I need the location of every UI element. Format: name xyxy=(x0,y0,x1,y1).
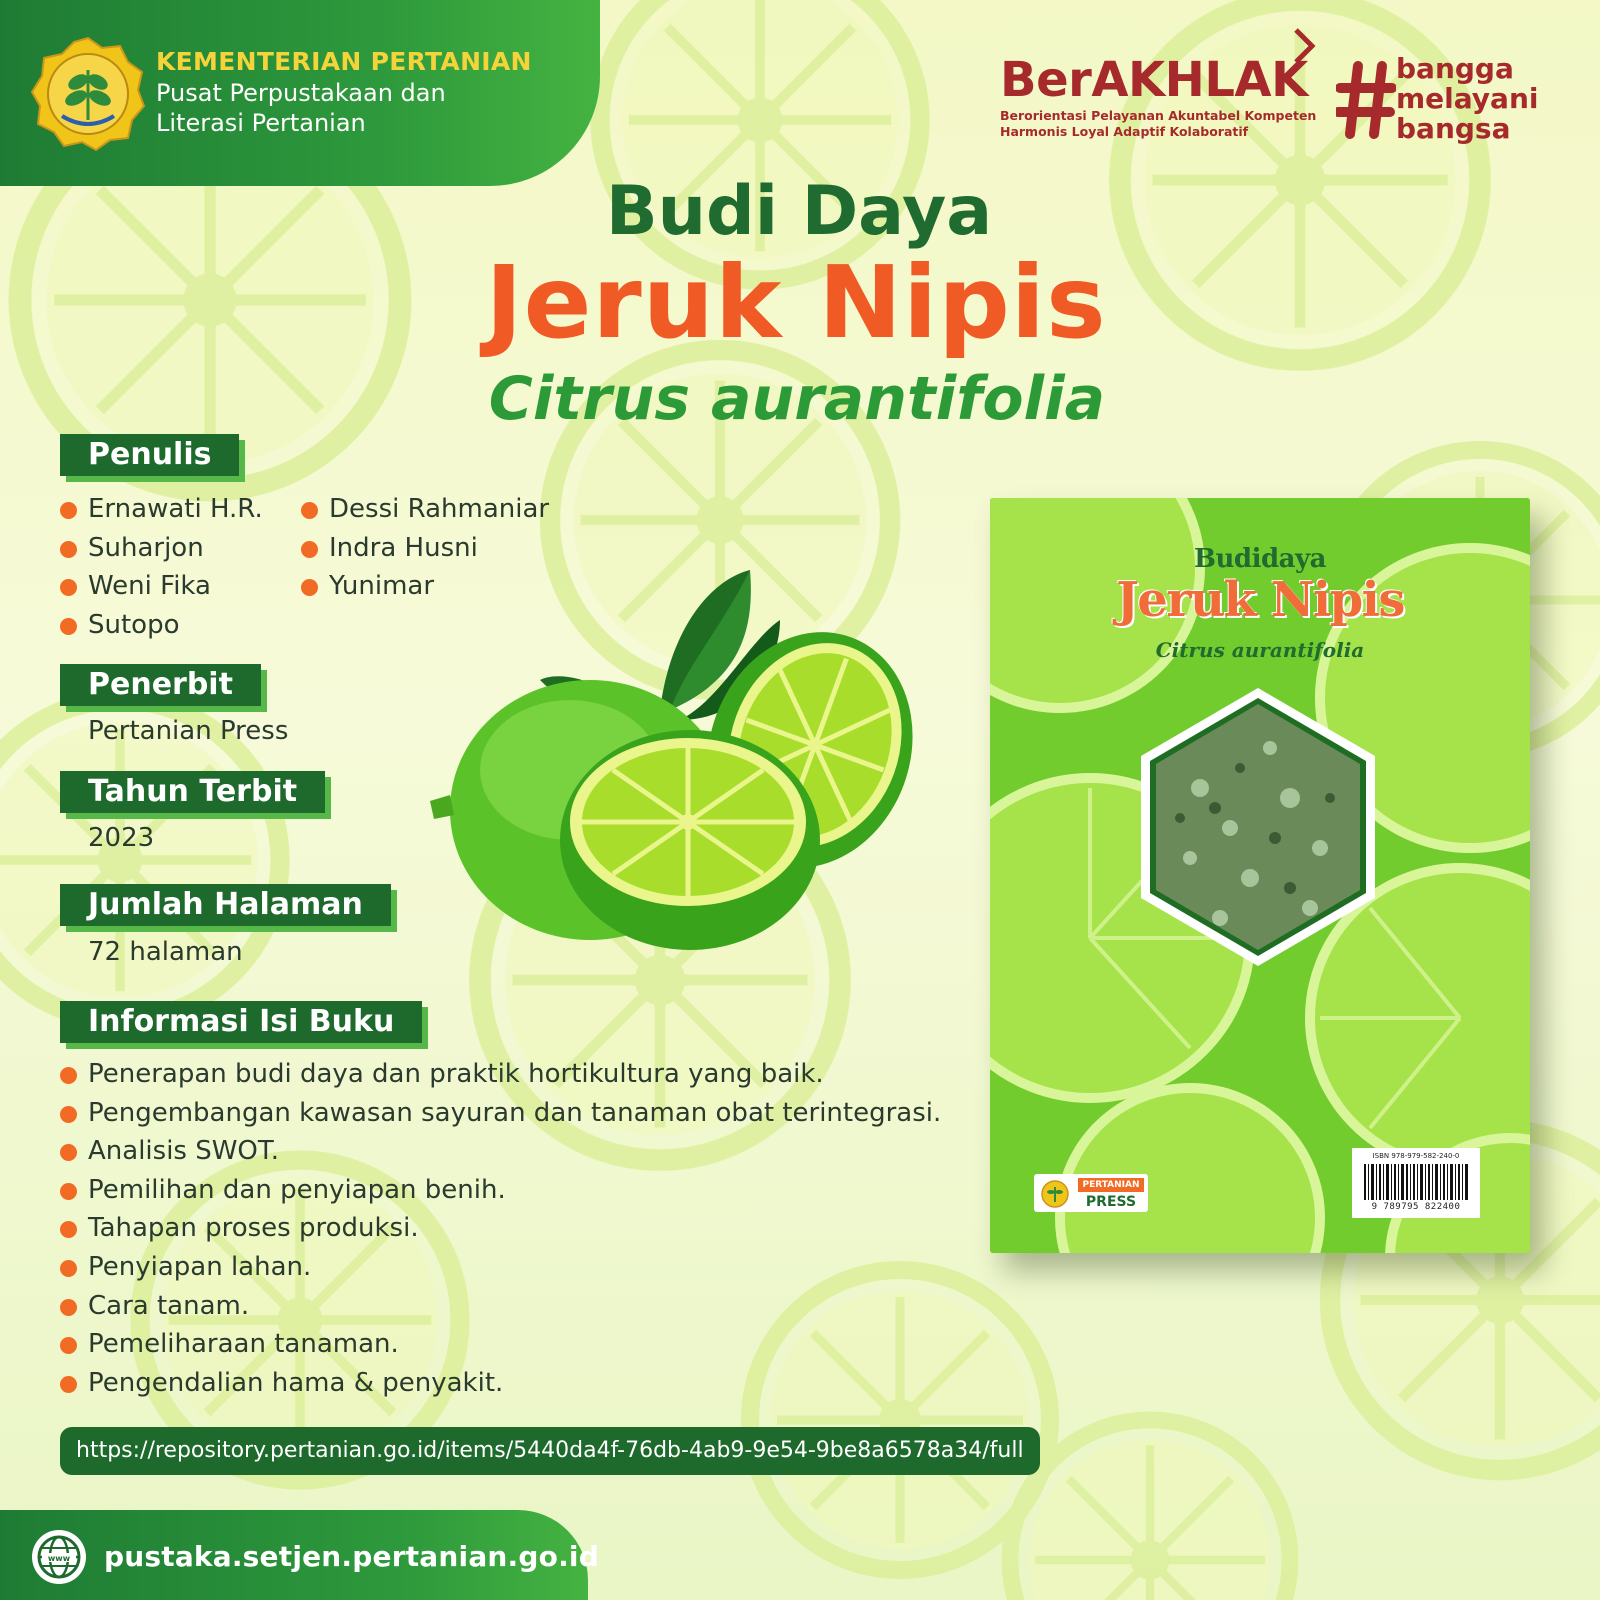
contents-item: Analisis SWOT. xyxy=(60,1132,941,1171)
contents-list xyxy=(60,1055,941,1402)
svg-text:www: www xyxy=(47,1554,71,1563)
tagline-line-3: bangsa xyxy=(1396,112,1511,145)
publisher-badge xyxy=(1034,1174,1148,1212)
book-title-big: Jeruk Nipis xyxy=(1116,572,1404,628)
contents-item: Pengendalian hama & penyakit. xyxy=(60,1364,941,1403)
contents-item: Tahapan proses produksi. xyxy=(60,1209,941,1248)
contents-item: Penerapan budi daya dan praktik hortikultura yang baik. xyxy=(60,1055,941,1094)
ministry-name: KEMENTERIAN PERTANIAN xyxy=(156,47,532,76)
year-value: 2023 xyxy=(88,823,155,853)
title-scientific-name: Citrus aurantifolia xyxy=(488,364,1106,434)
website-link[interactable]: pustaka.setjen.pertanian.go.id xyxy=(104,1540,599,1573)
barcode-icon xyxy=(1364,1164,1468,1200)
author-item: Weni Fika xyxy=(60,567,263,606)
contents-label: Informasi Isi Buku xyxy=(60,1001,422,1043)
isbn-barcode xyxy=(1352,1148,1480,1218)
contents-item: Cara tanam. xyxy=(60,1287,941,1326)
title-line-1: Budi Daya xyxy=(605,172,993,251)
berakhlak-logo xyxy=(1000,52,1316,140)
publisher-label: Penerbit xyxy=(60,664,261,706)
author-item: Suharjon xyxy=(60,529,263,568)
isbn-digits: 9 789795 822400 xyxy=(1371,1202,1461,1212)
title-line-2: Jeruk Nipis xyxy=(485,244,1107,361)
author-item: Indra Husni xyxy=(301,529,549,568)
ministry-text-block xyxy=(156,46,532,138)
berakhlak-line-1: Berorientasi Pelayanan Akuntabel Kompeten xyxy=(1000,108,1317,123)
ministry-emblem-icon xyxy=(30,36,146,152)
hashtag-icon xyxy=(1336,60,1396,140)
tagline-line-2: melayani xyxy=(1396,82,1539,115)
publisher-badge-bottom: PRESS xyxy=(1085,1194,1137,1210)
contents-item: Penyiapan lahan. xyxy=(60,1248,941,1287)
book-title-scientific: Citrus aurantifolia xyxy=(1155,638,1365,662)
authors-label: Penulis xyxy=(60,434,239,476)
lime-fruit-icon xyxy=(420,560,920,980)
chevron-icon xyxy=(1292,26,1316,66)
author-item: Sutopo xyxy=(60,606,263,645)
authors-list-col-1 xyxy=(60,490,263,644)
year-label: Tahun Terbit xyxy=(60,771,325,813)
publisher-value: Pertanian Press xyxy=(88,716,289,746)
contents-item: Pemeliharaan tanaman. xyxy=(60,1325,941,1364)
isbn-text: ISBN 978-979-582-240-0 xyxy=(1372,1152,1460,1160)
author-item: Ernawati H.R. xyxy=(60,490,263,529)
book-cover xyxy=(990,498,1530,1253)
unit-line-2: Literasi Pertanian xyxy=(156,109,366,137)
author-item: Dessi Rahmaniar xyxy=(301,490,549,529)
globe-icon xyxy=(30,1528,88,1586)
pages-label: Jumlah Halaman xyxy=(60,884,391,926)
repository-link[interactable]: https://repository.pertanian.go.id/items/5440da4f-76db-4ab9-9e54-9be8a6578a34/full xyxy=(60,1427,1040,1475)
publisher-emblem-icon xyxy=(1040,1179,1070,1209)
author-item: Yunimar xyxy=(301,567,549,606)
contents-item: Pengembangan kawasan sayuran dan tanaman obat terintegrasi. xyxy=(60,1094,941,1133)
tagline-line-1: bangga xyxy=(1396,52,1514,85)
berakhlak-word: BerAKHLAK xyxy=(1000,52,1308,108)
publisher-badge-top: PERTANIAN xyxy=(1078,1178,1144,1192)
berakhlak-line-2: Harmonis Loyal Adaptif Kolaboratif xyxy=(1000,124,1249,139)
unit-line-1: Pusat Perpustakaan dan xyxy=(156,79,446,107)
pages-value: 72 halaman xyxy=(88,937,243,967)
contents-item: Pemilihan dan penyiapan benih. xyxy=(60,1171,941,1210)
book-title-small: Budidaya xyxy=(1194,544,1326,574)
